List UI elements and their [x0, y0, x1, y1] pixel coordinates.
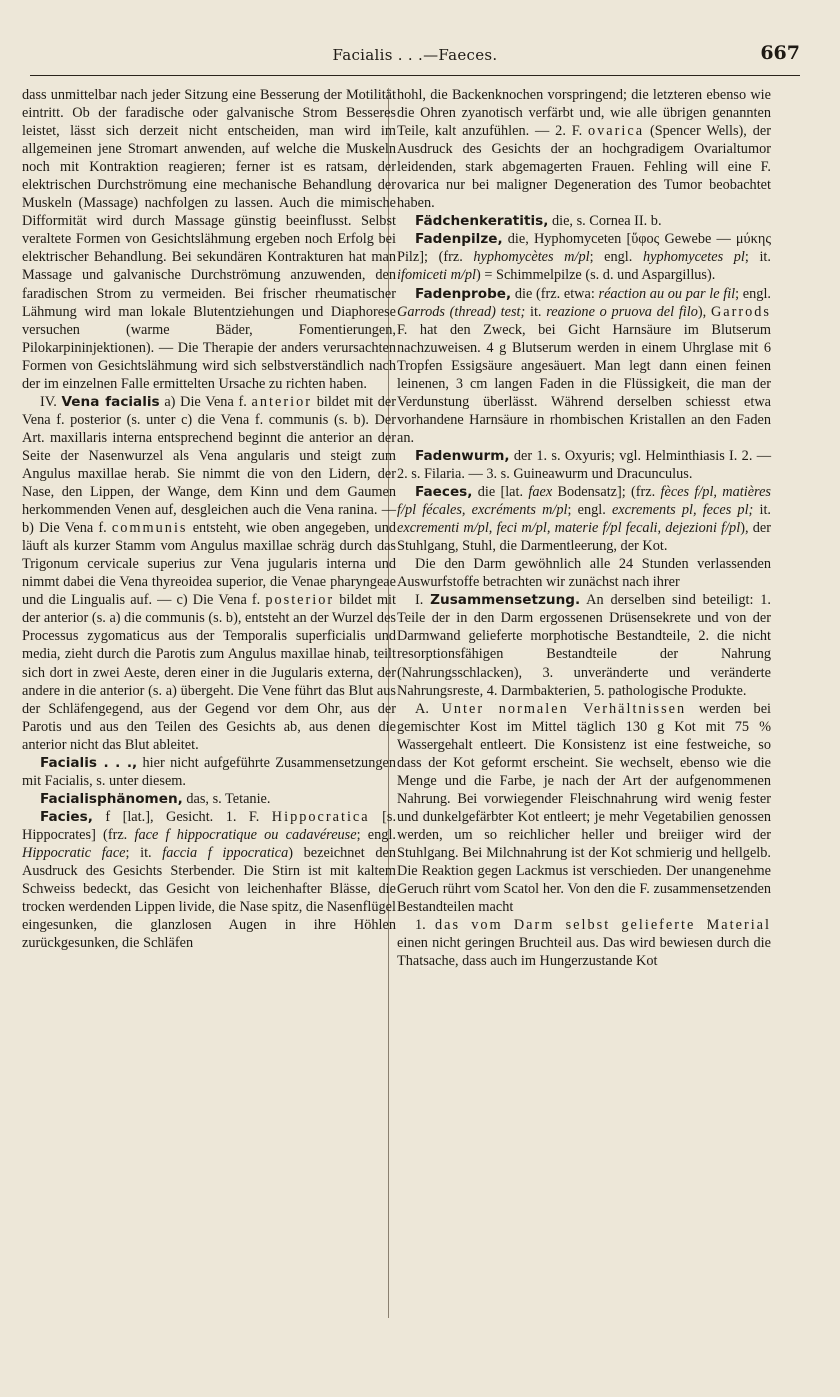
entry-facialisphaenomen: Facialisphänomen, das, s. Tetanie. [40, 790, 271, 807]
entry-faedchenkeratitis: Fädchenkeratitis, die, s. Cornea II. b. [415, 213, 662, 230]
section-heading: Zusammensetzung. [430, 592, 581, 609]
entry-heading: Fadenprobe, [415, 285, 512, 302]
paragraph-facies-continued: hohl, die Backenknochen vorspringend; die letzteren ebenso wie die Ohren zyanotisch verfärbt und, wie alle übrigen genannten Teile, kalt anzufühlen. — 2. F. ovarica (Spencer Wells), der Ausdruck des Gesichts der an hochgradigem Ovarialtumor leidenden, stark abgemagerten Frauen. Fehling will eine F. ovarica nur bei maligner Degeneration des Tumor beobachtet haben. [397, 87, 771, 212]
entry-fadenprobe: Fadenprobe, die (frz. etwa: réaction au ou par le fil; engl. Garrods (thread) test; it. reazione o pruova del filo), Garrods F. hat den Zweck, bei Gicht Harnsäure im Blutserum nachzuweisen. 4 g Blutserum werden in einem Uhrglase mit 6 Tropfen Essigsäure angesäuert. Man legt dann einen feinen leinenen, 3 cm langen Faden in die Flüssigkeit, die man der Verdunstung überlässt. Während derselben schiesst etwa vorhandene Harnsäure in rhombischen Kristallen an den Faden an. [397, 285, 771, 446]
paragraph-therapy: dass unmittelbar nach jeder Sitzung eine Besserung der Motilität eintritt. Ob der faradische oder galvanische Strom Besseres leistet, lässt sich derzeit nicht entscheiden, man wird im allgemeinen jene Stromart anwenden, auf welche die Muskeln noch mit Kontraktion reagieren; ferner ist es ratsam, der elektrischen Durchströmung eine mechanische Behandlung der Muskeln (Massage) nachfolgen zu lassen. Auch die mimische Difformität wird durch Massage günstig beeinflusst. Selbst veraltete Formen von Gesichtslähmung ergeben noch Erfolg bei elektrischer Behandlung. Bei sekundären Kontrakturen hat man Massage und galvanische Durchströmung anzuwenden, den faradischen Strom zu vermeiden. Bei frischer rheumatischer Lähmung wird man lokale Blutentziehungen und Diaphorese versuchen (warme Bäder, Fomentierungen, Pilokarpininjektionen). — Die Therapie der anders verursachten Formen von Gesichtslähmung wird sich selbstverständlich nach der im einzelnen Falle ermittelten Ursache zu richten haben. [22, 87, 396, 392]
entry-fadenpilze: Fadenpilze, die, Hyphomyceten [ὕφος Gewebe — μύκης Pilz]; (frz. hyphomycètes m/pl; engl. hyphomycetes pl; it. ifomiceti m/pl) = Schimmelpilze (s. d. und Aspargillus). [397, 231, 771, 284]
running-title: Facialis . . .—Faeces. [332, 46, 498, 64]
entry-heading: Facialis . . ., [40, 754, 138, 771]
entry-heading: Vena facialis [61, 393, 160, 410]
page-number: 667 [760, 42, 800, 64]
subsection-normal: A. Unter normalen Verhältnissen werden bei gemischter Kost im Mittel täglich 130 g Kot mit 75 % Wassergehalt entleert. Die Konsistenz ist eine festweiche, so dass der Kot geformt erscheint. Sie wechselt, ebenso wie die Menge und die Farbe, je nach der Art der aufgenommenen Nahrung. Bei vorwiegender Fleischnahrung wird wenig fester und dunkelgefärbter Kot entleert; je mehr Vegetabilien genossen werden, um so reichlicher heller und breiiger wird der Stuhlgang. Bei Milchnahrung ist der Kot schmierig und hellgelb. Die Reaktion gegen Lackmus ist verschieden. Der unangenehme Geruch rührt vom Scatol her. Von den die F. zusammensetzenden Bestandteilen macht [397, 700, 772, 916]
header-rule [30, 75, 800, 76]
entry-faeces: Faeces, die [lat. faex Bodensatz]; (frz. fèces f/pl, matières f/pl fécales, excréments m/pl; engl. excrements pl, feces pl; it. excrementi m/pl, feci m/pl, materie f/pl fecali, dejezioni f/pl), der Stuhlgang, Stuhl, die Darmentleerung, der Kot. [397, 484, 771, 555]
entry-facialis-compounds: Facialis . . ., hier nicht aufgeführte Zusammensetzungen mit Facialis, s. unter diesem. [22, 754, 396, 789]
entry-heading: Fädchenkeratitis, [415, 213, 549, 230]
right-column [397, 86, 771, 970]
entry-fadenwurm: Fadenwurm, der 1. s. Oxyuris; vgl. Helminthiasis I. 2. — 2. s. Filaria. — 3. s. Guineawurm und Dracunculus. [397, 447, 771, 482]
paragraph-faeces-intro: Die den Darm gewöhnlich alle 24 Stunden verlassenden Auswurfstoffe betrachten wir zunächst nach ihrer [397, 556, 771, 591]
entry-heading: Fadenwurm, [415, 447, 510, 464]
section-zusammensetzung: I. Zusammensetzung. An derselben sind beteiligt: 1. Teile der in den Darm ergossenen Drüsensekrete und von der Darmwand gelieferte morphotische Bestandteile, 2. die nicht resorptionsfähigen Bestandteile der Nahrung (Nahrungsschlacken), 3. unveränderte und veränderte Nahrungsreste, 4. Darmbakterien, 5. pathologische Produkte. [397, 592, 771, 699]
entry-heading: Facialisphänomen, [40, 790, 183, 807]
running-header [30, 42, 800, 72]
entry-facies: Facies, f [lat.], Gesicht. 1. F. Hippocratica [s. Hippocrates] (frz. face f hippocratique ou cadavéreuse; engl. Hippocratic face; it. faccia f ippocratica) bezeichnet den Ausdruck des Gesichts Sterbender. Die Stirn ist mit kaltem Schweiss bedeckt, das Gesicht von leichenhafter Blässe, die trocken werdenden Lippen livide, die Nase spitz, die Nasenflügel eingesunken, die glanzlosen Augen in ihre Höhlen zurückgesunken, die Schläfen [22, 808, 397, 952]
entry-heading: Faeces, [415, 484, 473, 501]
subsection-darm-material: 1. das vom Darm selbst gelieferte Material einen nicht geringen Bruchteil aus. Das wird bewiesen durch die Thatsache, dass auch im Hungerzustande Kot [397, 917, 771, 970]
entry-heading: Facies, [40, 808, 93, 825]
left-column [22, 86, 396, 952]
entry-vena-facialis: IV. Vena facialis a) Die Vena f. anterior bildet mit der Vena f. posterior (s. unter c) die Vena f. communis (s. b). Der Art. maxillaris interna entsprechend beginnt die anterior an der Seite der Nasenwurzel als Vena angularis und steigt zum Angulus maxillae herab. Sie nimmt die von den Lidern, der Nase, den Lippen, der Wange, dem Kinn und dem Gaumen herkommenden Venen auf, desgleichen auch die Vena ranina. — b) Die Vena f. communis entsteht, wie oben angegeben, und läuft als kurzer Stamm vom Angulus maxillae schräg durch das Trigonum cervicale superius zur Vena jugularis interna und nimmt dabei die Vena thyreoidea superior, die Venae pharyngeae und die Lingualis auf. — c) Die Vena f. posterior bildet mit der anterior (s. a) die communis (s. b), entsteht an der Wurzel des Processus zygomaticus aus der Temporalis superficialis und media, zieht durch die Parotis zum Angulus maxillae hinab, teilt sich dort in zwei Aeste, deren einer in die Jugularis externa, der andere in die anterior (s. a) übergeht. Die Vene führt das Blut aus der Schläfengegend, aus der Gegend vor dem Ohr, aus der Parotis und aus den Teilen des Gesichts ab, aus denen die anterior nicht das Blut ableitet. [22, 393, 397, 753]
entry-heading: Fadenpilze, [415, 231, 503, 248]
